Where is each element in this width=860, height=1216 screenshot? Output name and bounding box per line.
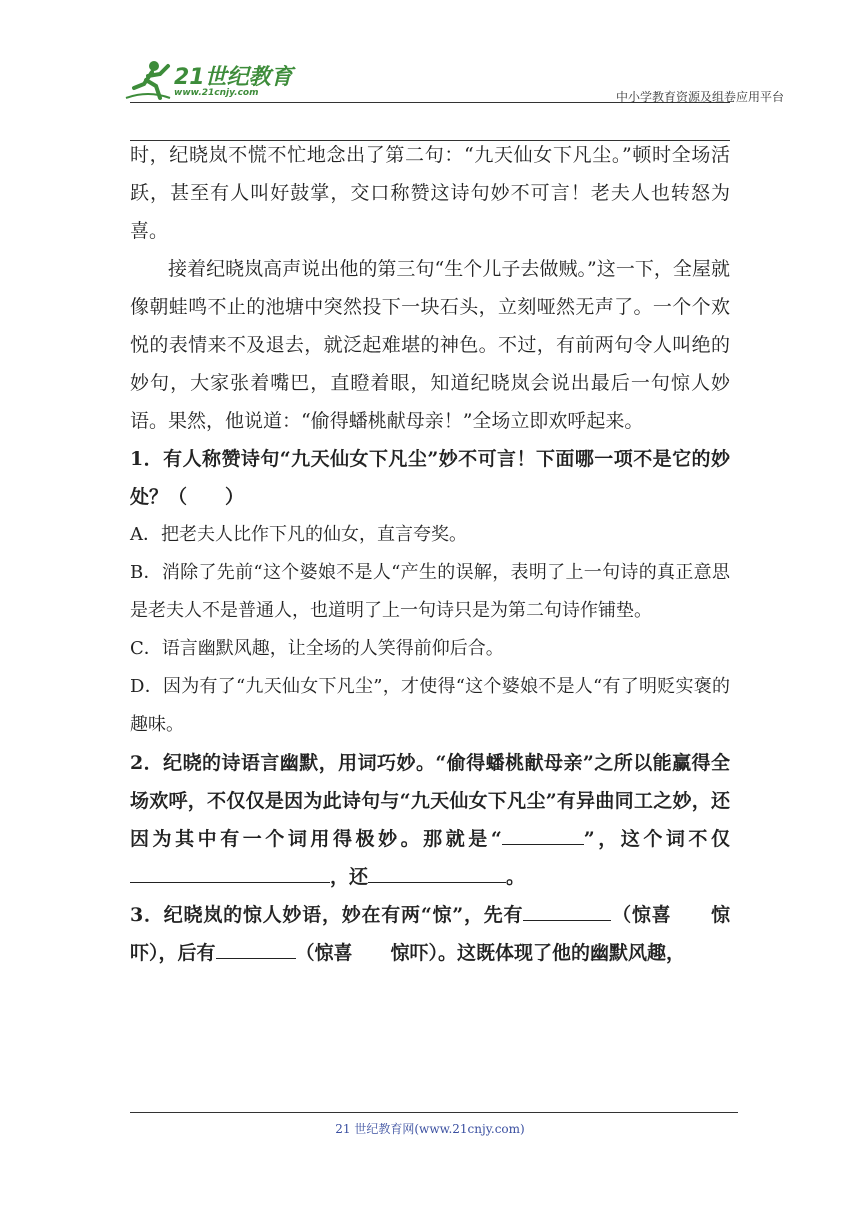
question-1-option-a: A．把老夫人比作下凡的仙女，直言夸奖。 [130, 524, 467, 545]
question-2-blank-2[interactable] [130, 862, 330, 883]
question-2-text-2: ”，这个词不仅 [583, 828, 730, 850]
question-2 [130, 744, 730, 896]
footer-text: 21 世纪教育网(www.21cnjy.com) [335, 1122, 525, 1136]
logo-url: www.21cnjy.com [174, 88, 259, 98]
question-2-blank-3[interactable] [368, 862, 506, 883]
document-body [130, 136, 730, 972]
question-3-text-3: （惊喜 惊吓）。这既体现了他的幽默风趣， [295, 942, 686, 964]
passage-paragraph-1: 时，纪晓岚不慌不忙地念出了第二句：“九天仙女下凡尘。”顿时全场活跃，甚至有人叫好鼓掌，交口称赞这诗句妙不可言！老夫人也转怒为喜。 [130, 144, 730, 242]
footer-rule [130, 1112, 738, 1113]
question-2-text-3: ，还 [330, 866, 369, 888]
question-2-blank-1[interactable] [502, 824, 584, 845]
question-3-blank-2[interactable] [216, 938, 296, 959]
question-1-option-c: C．语言幽默风趣，让全场的人笑得前仰后合。 [130, 638, 504, 659]
question-1-stem: 1．有人称赞诗句“九天仙女下凡尘”妙不可言！下面哪一项不是它的妙处？（ ） [130, 448, 730, 508]
header-tagline: 中小学教育资源及组卷应用平台 [615, 90, 784, 104]
question-2-text-1: 2．纪晓的诗语言幽默，用词巧妙。“偷得蟠桃献母亲”之所以能赢得全场欢呼，不仅仅是因为此诗句与“九天仙女下凡尘”有异曲同工之妙，还因为其中有一个词用得极妙。那就是“ [130, 752, 730, 850]
question-1-option-b: B．消除了先前“这个婆娘不是人“产生的误解，表明了上一句诗的真正意思是老夫人不是普通人，也道明了上一句诗只是为第二句诗作铺垫。 [130, 562, 730, 621]
question-3 [130, 896, 730, 972]
question-3-blank-1[interactable] [523, 900, 611, 921]
question-3-text-2: （惊喜 惊吓），后有 [130, 904, 730, 964]
runner-logo-icon [124, 58, 172, 102]
logo [124, 58, 294, 106]
logo-text: 21世纪教育 [174, 65, 293, 90]
question-3-text-1: 3．纪晓岚的惊人妙语，妙在有两“惊”，先有 [130, 904, 524, 926]
header-rule [130, 102, 730, 103]
passage-paragraph-2: 接着纪晓岚高声说出他的第三句“生个儿子去做贼。”这一下，全屋就像朝蛙鸣不止的池塘中突然投下一块石头，立刻哑然无声了。一个个欢悦的表情来不及退去，就泛起难堪的神色。不过，有前两句令人叫绝的妙句，大家张着嘴巴，直瞪着眼，知道纪晓岚会说出最后一句惊人妙语。果然，他说道：“偷得蟠桃献母亲！”全场立即欢呼起来。 [130, 258, 730, 432]
question-1-option-d: D．因为有了“九天仙女下凡尘”，才使得“这个婆娘不是人“有了明贬实褒的趣味。 [130, 676, 730, 735]
page-header [0, 0, 860, 110]
question-2-text-4: 。 [506, 866, 526, 888]
